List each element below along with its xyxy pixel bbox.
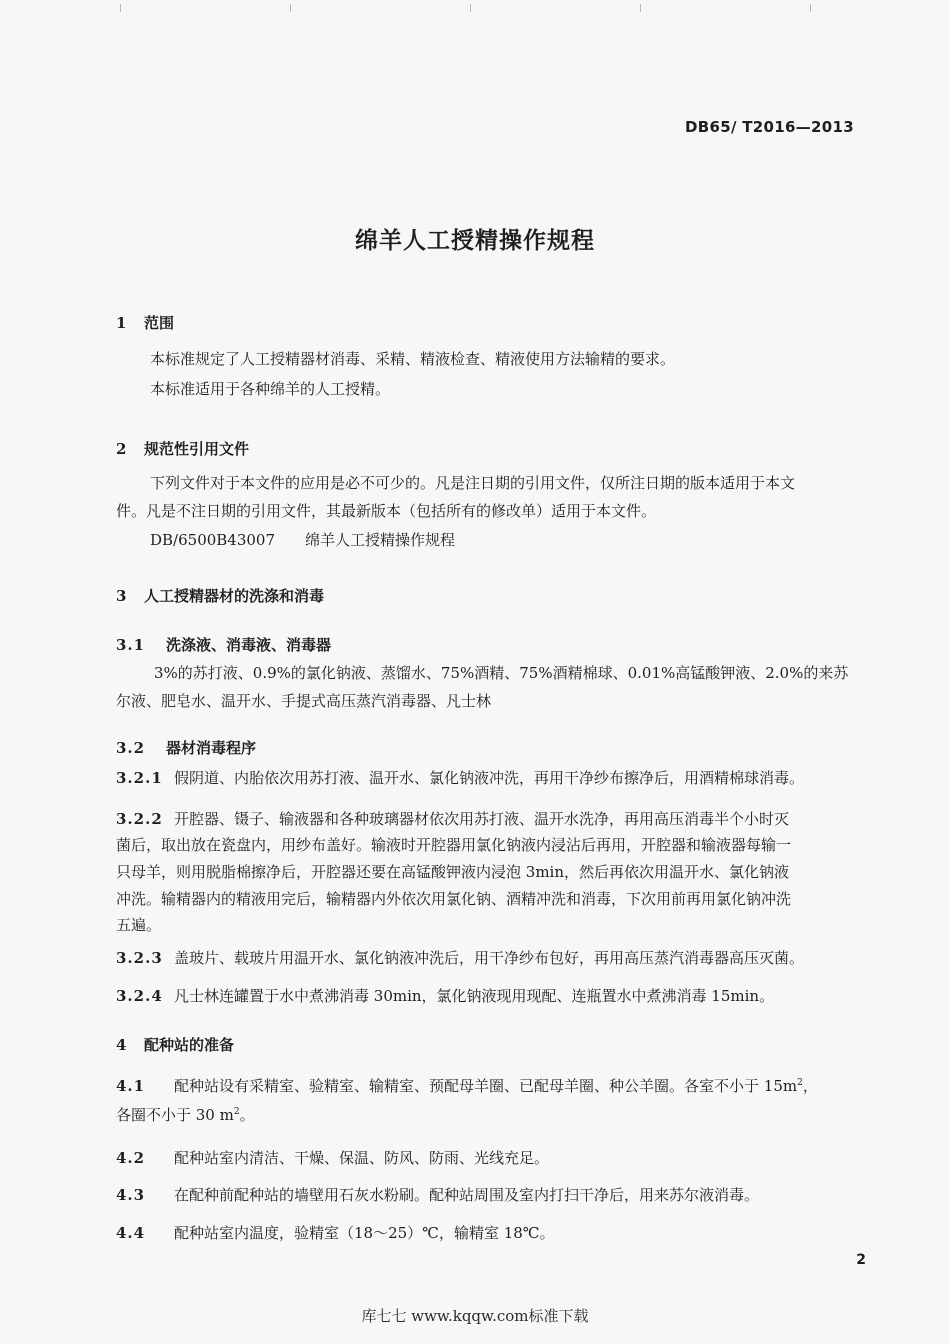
section-number: 2	[116, 440, 127, 458]
section-title: 配种站的准备	[144, 1036, 235, 1054]
clause-4-4	[116, 1222, 555, 1243]
clause-number: 3.2.1	[116, 769, 163, 787]
subsection-3-1-heading	[116, 634, 331, 655]
reference-title: 绵羊人工授精操作规程	[305, 531, 456, 549]
section-4-heading	[116, 1034, 234, 1055]
clause-text: 配种站设有采精室、验精室、输精室、预配母羊圈、已配母羊圈、种公羊圈。各室不小于 15m	[174, 1077, 798, 1095]
clause-text: 各圈不小于 30 m	[116, 1106, 234, 1124]
clause-number: 3.2.2	[116, 810, 163, 828]
section-1-heading	[116, 312, 174, 333]
clause-4-1-line-2	[116, 1104, 255, 1125]
superscript-2: 2	[797, 1078, 803, 1088]
clause-3-2-4	[116, 985, 774, 1006]
clause-4-3	[116, 1184, 759, 1205]
subsection-3-1-line-2: 尔液、肥皂水、温开水、手提式高压蒸汽消毒器、凡士林	[116, 692, 492, 710]
subsection-number: 3.1	[116, 636, 146, 654]
clause-number: 4.2	[116, 1149, 146, 1167]
clause-3-2-1	[116, 767, 804, 788]
clause-number: 3.2.4	[116, 987, 163, 1005]
clause-text: 开腔器、镊子、输液器和各种玻璃器材依次用苏打液、温开水洗净，再用高压消毒半个小时灭	[174, 810, 790, 828]
section-number: 4	[116, 1036, 127, 1054]
scan-mark	[810, 4, 811, 12]
clause-text: 在配种前配种站的墙壁用石灰水粉刷。配种站周围及室内打扫干净后，用来苏尔液消毒。	[174, 1186, 760, 1204]
clause-3-2-3	[116, 947, 804, 968]
subsection-title: 洗涤液、消毒液、消毒器	[166, 636, 332, 654]
clause-text: 配种站室内温度，验精室（18～25）℃，输精室 18℃。	[174, 1224, 555, 1242]
normative-reference	[150, 529, 455, 550]
clause-number: 4.3	[116, 1186, 146, 1204]
clause-text: 盖玻片、载玻片用温开水、氯化钠液冲洗后，用干净纱布包好，再用高压蒸汽消毒器高压灭菌。	[174, 949, 805, 967]
footer-watermark: 库七七 www.kqqw.com标准下载	[361, 1307, 589, 1325]
clause-3-2-2-line-4: 冲洗。输精器内的精液用完后，输精器内外依次用氯化钠、酒精冲洗和消毒，下次用前再用氯化钠冲洗	[116, 890, 792, 908]
scan-mark	[120, 4, 121, 12]
clause-3-2-2-line-2: 菌后，取出放在瓷盘内，用纱布盖好。输液时开腔器用氯化钠液内浸沾后再用，开腔器和输液器每输一	[116, 836, 792, 854]
clause-number: 3.2.3	[116, 949, 163, 967]
scan-mark	[640, 4, 641, 12]
reference-code: DB/6500B43007	[150, 531, 276, 549]
scan-mark	[290, 4, 291, 12]
section-1-paragraph-2: 本标准适用于各种绵羊的人工授精。	[150, 380, 391, 398]
section-3-heading	[116, 585, 324, 606]
section-title: 范围	[144, 314, 175, 332]
clause-number: 4.1	[116, 1077, 146, 1095]
subsection-3-1-line-1: 3%的苏打液、0.9%的氯化钠液、蒸馏水、75%酒精、75%酒精棉球、0.01%高锰酸钾液、2.0%的来苏	[154, 664, 849, 682]
section-2-heading	[116, 438, 249, 459]
clause-text: 假阴道、内胎依次用苏打液、温开水、氯化钠液冲洗，再用干净纱布擦净后，用酒精棉球消毒。	[174, 769, 805, 787]
clause-3-2-2-line-5: 五遍。	[116, 916, 162, 934]
section-title: 规范性引用文件	[144, 440, 250, 458]
section-2-paragraph-line-1: 下列文件对于本文件的应用是必不可少的。凡是注日期的引用文件，仅所注日期的版本适用于本文	[150, 474, 796, 492]
subsection-title: 器材消毒程序	[166, 739, 257, 757]
subsection-3-2-heading	[116, 737, 256, 758]
clause-4-1	[116, 1075, 818, 1096]
document-code: DB65/ T2016—2013	[685, 118, 854, 136]
clause-text: 凡士林连罐置于水中煮沸消毒 30min，氯化钠液现用现配、连瓶置水中煮沸消毒 15min。	[174, 987, 775, 1005]
clause-4-2	[116, 1147, 549, 1168]
superscript-2: 2	[233, 1107, 240, 1117]
section-1-paragraph-1: 本标准规定了人工授精器材消毒、采精、精液检查、精液使用方法输精的要求。	[150, 350, 676, 368]
clause-text-end: ，	[802, 1077, 818, 1095]
clause-text: 配种站室内清洁、干燥、保温、防风、防雨、光线充足。	[174, 1149, 550, 1167]
clause-number: 4.4	[116, 1224, 146, 1242]
section-title: 人工授精器材的洗涤和消毒	[144, 587, 325, 605]
page-number: 2	[856, 1252, 866, 1268]
subsection-number: 3.2	[116, 739, 146, 757]
page-title: 绵羊人工授精操作规程	[355, 227, 595, 254]
clause-3-2-2	[116, 808, 789, 829]
section-number: 1	[116, 314, 127, 332]
clause-3-2-2-line-3: 只母羊，则用脱脂棉擦净后，开腔器还要在高锰酸钾液内浸泡 3min，然后再依次用温开水、氯化钠液	[116, 863, 789, 881]
section-2-paragraph-line-2: 件。凡是不注日期的引用文件，其最新版本（包括所有的修改单）适用于本文件。	[116, 502, 657, 520]
clause-text-end: 。	[239, 1106, 255, 1124]
scan-mark	[470, 4, 471, 12]
section-number: 3	[116, 587, 127, 605]
